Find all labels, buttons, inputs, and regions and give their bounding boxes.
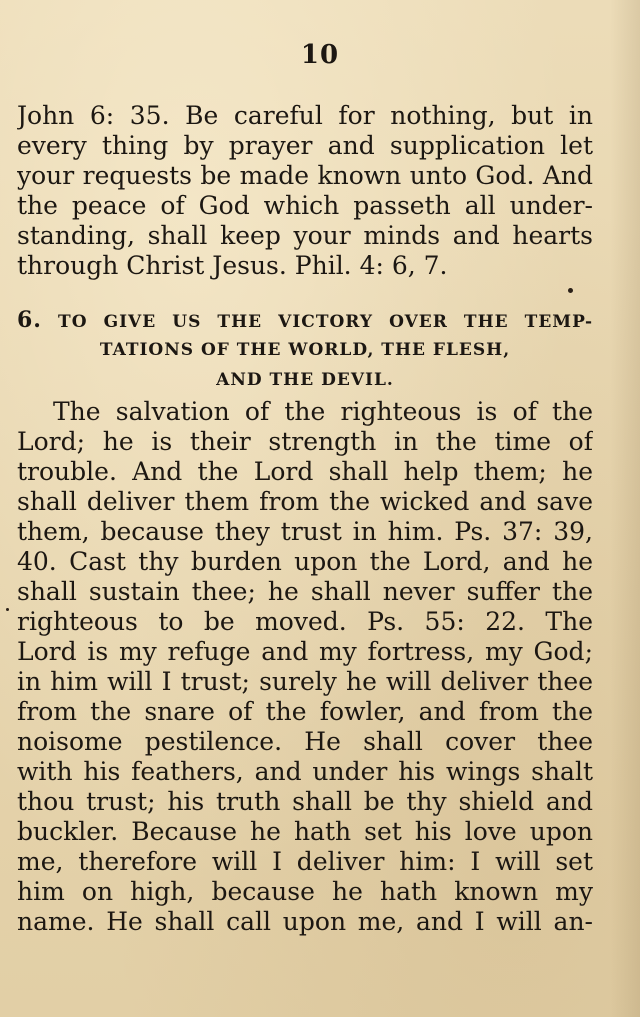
text-line: righteous to be moved. Ps. 55: 22. The: [17, 607, 593, 636]
ink-speck: [568, 288, 573, 293]
text-line: me, therefore will I deliver him: I will set: [17, 847, 593, 876]
text-line: every thing by prayer and supplication let: [17, 131, 593, 160]
heading-line: TATIONS OF THE WORLD, THE FLESH,: [99, 340, 511, 360]
text-line: 40. Cast thy burden upon the Lord, and he: [17, 547, 593, 576]
text-line: standing, shall keep your minds and hearts: [17, 221, 593, 250]
text-line: from the snare of the fowler, and from the: [17, 697, 593, 726]
text-line: noisome pestilence. He shall cover thee: [17, 727, 593, 756]
heading-line: AND THE DEVIL.: [216, 370, 394, 390]
heading-text: TO GIVE US THE VICTORY OVER THE TEMP-: [58, 312, 593, 332]
paragraph-1: [17, 101, 593, 281]
text-line: Lord; he is their strength in the time of: [17, 427, 593, 456]
text-line: shall deliver them from the wicked and save: [17, 487, 593, 516]
heading-line: [17, 305, 593, 335]
text-line: with his feathers, and under his wings shalt: [17, 757, 593, 786]
text-line: your requests be made known unto God. And: [17, 161, 593, 190]
text-line: John 6: 35. Be careful for nothing, but in: [17, 101, 593, 130]
text-line: him on high, because he hath known my: [17, 877, 593, 906]
text-line: buckler. Because he hath set his love upon: [17, 817, 593, 846]
text-line: the peace of God which passeth all under-: [17, 191, 593, 220]
section-heading: [17, 305, 593, 395]
text-line: them, because they trust in him. Ps. 37: 39,: [17, 517, 593, 546]
text-line: trouble. And the Lord shall help them; he: [17, 457, 593, 486]
text-line: shall sustain thee; he shall never suffer the: [17, 577, 593, 606]
text-line: thou trust; his truth shall be thy shield and: [17, 787, 593, 816]
text-line: name. He shall call upon me, and I will an-: [17, 907, 593, 936]
text-line: through Christ Jesus. Phil. 4: 6, 7.: [17, 251, 448, 280]
heading-number: 6.: [17, 307, 42, 333]
page-number: 10: [300, 40, 340, 70]
text-line: The salvation of the righteous is of the: [53, 397, 593, 426]
text-line: in him will I trust; surely he will deliver thee: [17, 667, 593, 696]
page-edge-shadow: [610, 0, 640, 1017]
paragraph-2: [17, 397, 593, 937]
text-line: Lord is my refuge and my fortress, my God;: [17, 637, 593, 666]
ink-speck: [6, 608, 9, 611]
